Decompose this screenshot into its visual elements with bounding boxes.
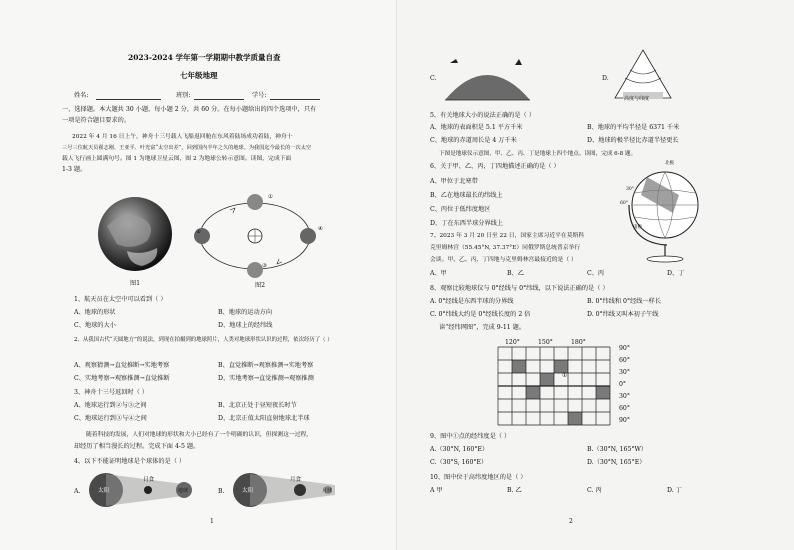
q7-option-a[interactable]: A、甲 bbox=[430, 270, 447, 277]
q1-option-a[interactable]: A、地球的形状 bbox=[74, 309, 116, 316]
q10-option-c[interactable]: C. 丙 bbox=[587, 487, 602, 494]
q7-option-d[interactable]: D、丁 bbox=[667, 270, 685, 277]
q8-stem: 8、观察比较地球仪与 0°经线与 0°纬线，以下说法正确的是（ ） bbox=[430, 285, 609, 292]
q7-option-b[interactable]: B、乙 bbox=[507, 270, 524, 277]
name-blank bbox=[96, 99, 161, 100]
q2-option-b[interactable]: B、直觉推断→观察推测→实地考察 bbox=[218, 362, 314, 369]
q3-option-a[interactable]: A、地球运行到②与③之间 bbox=[74, 402, 147, 409]
q2-option-c[interactable]: C、实地考察→观察推测→直觉推断 bbox=[74, 375, 170, 382]
passage1-line1: 2022 年 4 月 16 日上午，神舟十三号载人飞船返回舱在东风着陆场成功着陆，神舟十 bbox=[72, 134, 293, 140]
name-label: 姓名: bbox=[74, 92, 89, 99]
q5-stem: 5、有关地球大小的说法正确的是（ ） bbox=[430, 112, 535, 119]
id-blank bbox=[270, 99, 320, 100]
q8-option-a[interactable]: A. 0°经线是东西半球的分界线 bbox=[430, 298, 514, 305]
grid-top-label-1: 120° bbox=[505, 339, 520, 346]
q4-stem: 4、以下不能证明地球是个球体的是（ ） bbox=[74, 458, 186, 465]
instructions-line2: 一项是符合题目要求的。 bbox=[62, 117, 131, 124]
q4-option-c[interactable]: C. bbox=[430, 75, 437, 82]
grid-right-label-7: 90° bbox=[619, 417, 630, 424]
q4-eclipse-label-b: 月食 bbox=[290, 477, 302, 483]
globe-lat30-label: 30° bbox=[626, 187, 634, 192]
q10-option-b[interactable]: B. 乙 bbox=[507, 487, 522, 494]
orbit-label-4: ④ bbox=[318, 226, 323, 232]
grid-top-label-2: 150° bbox=[538, 339, 553, 346]
q7-line3: 会谈。甲、乙、丙、丁四地与克里姆林宫最接近的是（ ） bbox=[430, 257, 577, 263]
exam-subtitle: 七年级地理 bbox=[180, 71, 218, 80]
q9-option-b[interactable]: B.（30°N, 165°W） bbox=[587, 446, 648, 453]
globe-north-label: 北极 bbox=[665, 161, 674, 166]
grid-right-label-6: 60° bbox=[619, 405, 630, 412]
q7-line2: 克里姆林宫（55.45°N, 37.37°E）同俄罗斯总统普京举行 bbox=[430, 245, 581, 251]
grid-right-label-2: 60° bbox=[619, 357, 630, 364]
q6-option-a[interactable]: A、甲位于北寒带 bbox=[430, 178, 478, 185]
grid-right-label-4: 0° bbox=[619, 381, 627, 388]
fig1-label: 图1 bbox=[130, 280, 141, 287]
class-label: 班别: bbox=[176, 92, 191, 99]
passage1-line2: 三号三位航天员翟志刚、王亚平、叶光富“太空出差”，回到国内半年之久的地球。为我国迄今最长的一次太空 bbox=[62, 145, 312, 151]
q10-option-d[interactable]: D. 丁 bbox=[667, 487, 682, 494]
passage2-line1: 随着科技的发展，人们对地球的形状和大小已经有了一个明确的认识，但探测这一过程， bbox=[86, 432, 313, 438]
q3-stem: 3、神舟十三号返回时（ ） bbox=[74, 389, 148, 396]
globe-lat60-label: 60° bbox=[620, 201, 628, 206]
grid-shaded-cell bbox=[568, 412, 582, 425]
class-blank bbox=[194, 99, 244, 100]
orbit-label-3: ③ bbox=[262, 263, 267, 269]
grid-right-label-1: 90° bbox=[619, 345, 630, 352]
q4-sun-label-b: 太阳 bbox=[242, 488, 254, 494]
q5-option-d[interactable]: D、地球的极半径比赤道半径更长 bbox=[587, 137, 679, 144]
grid-right-label-3: 30° bbox=[619, 369, 630, 376]
passage3: 下图是地球仪示意图，甲、乙、丙、丁是地球上四个地点。读图，完成 6-8 题。 bbox=[439, 151, 637, 157]
q10-option-a[interactable]: A 甲 bbox=[430, 487, 443, 494]
earth-orbit-figure bbox=[190, 190, 325, 280]
d-caption: 高度与纬度 bbox=[624, 96, 650, 102]
q5-option-c[interactable]: C、地球的赤道周长是 4 万千米 bbox=[430, 137, 517, 144]
passage2-line2: 却经历了相当漫长的过程。完成下面 4-5 题。 bbox=[74, 443, 200, 450]
lat-lon-grid bbox=[498, 347, 614, 429]
ship-horizon-figure bbox=[445, 55, 530, 103]
q2-option-d[interactable]: D、实地考察→直觉推测→观察推测 bbox=[218, 375, 314, 382]
q4-earth-label-a: 地球 bbox=[178, 488, 189, 494]
q8-option-c[interactable]: C. 0°纬线大约是 0°经线长度的 2 倍 bbox=[430, 311, 531, 318]
q6-option-c[interactable]: C、丙位于低纬度地区 bbox=[430, 206, 491, 213]
passage1-line4: 1-3 题。 bbox=[62, 166, 87, 173]
passage4: 读“经纬网图”，完成 9-11 题。 bbox=[439, 324, 526, 331]
q4-option-d[interactable]: D. bbox=[602, 75, 609, 82]
q3-option-d[interactable]: D、北京正值太阳直射地球北半球 bbox=[218, 415, 310, 422]
globe-south-label: 南极 bbox=[633, 225, 642, 230]
grid-shaded-cell bbox=[540, 373, 554, 386]
q1-option-c[interactable]: C、地球的大小 bbox=[74, 322, 116, 329]
fig2-label: 图2 bbox=[255, 282, 266, 289]
q1-option-b[interactable]: B、地球的运动方向 bbox=[218, 309, 273, 316]
q8-option-b[interactable]: B. 0°纬线和 0°经线一样长 bbox=[587, 298, 662, 305]
instructions-line1: 一、选择题。本大题共 30 小题，每小题 2 分，共 60 分。在每小题给出的四个选项中，只有 bbox=[62, 106, 317, 113]
q6-option-d[interactable]: D、丁在东西半球分界线上 bbox=[430, 220, 504, 227]
q4-eclipse-label-a: 日食 bbox=[143, 477, 155, 483]
exam-page-right bbox=[397, 0, 794, 550]
grid-top-label-3: 180° bbox=[571, 339, 586, 346]
q1-stem: 1、航天员在太空中可以看到（ ） bbox=[74, 296, 167, 303]
q6-option-b[interactable]: B、乙在地球最长的纬线上 bbox=[430, 192, 503, 199]
q1-option-d[interactable]: D、地球上的经纬线 bbox=[218, 322, 273, 329]
page-number-right: 2 bbox=[569, 518, 573, 525]
q9-option-c[interactable]: C.（30°S, 160°E） bbox=[430, 459, 488, 466]
q9-option-d[interactable]: D.（30°N, 165°E） bbox=[587, 459, 646, 466]
q6-stem: 6、关于甲、乙、丙、丁四地描述正确的是（ ） bbox=[430, 163, 560, 170]
q4-option-b[interactable]: B. bbox=[218, 488, 225, 495]
q4-option-a[interactable]: A. bbox=[74, 488, 81, 495]
q4-moon-label-b: 月球 bbox=[322, 488, 333, 494]
q7-line1: 7、2023 年 3 月 20 日至 22 日，国家主席习近平在莫斯科 bbox=[430, 233, 585, 239]
orbit-label-2: ② bbox=[196, 229, 201, 235]
exam-title: 2023-2024 学年第一学期期中教学质量自查 bbox=[128, 53, 281, 62]
q9-option-a[interactable]: A.（30°N, 160°E） bbox=[430, 446, 489, 453]
q2-stem: 2、从我国古代“天圆地方”的说法，到现在拍摄到的地球照片，人类对地球形状认识的过程，依次经历了（ ） bbox=[74, 337, 333, 343]
q5-option-a[interactable]: A、地球的表面积是 5.1 平方千米 bbox=[430, 124, 523, 131]
orbit-label-1: ① bbox=[268, 194, 273, 200]
q3-option-c[interactable]: C、地球运行到③与④之间 bbox=[74, 415, 147, 422]
id-label: 学号: bbox=[252, 92, 267, 99]
q8-option-d[interactable]: D. 0°纬线又叫本初子午线 bbox=[587, 311, 659, 318]
page-number-left: 1 bbox=[210, 518, 214, 525]
q2-option-a[interactable]: A、观察猜测→直觉推断→实地考察 bbox=[74, 362, 170, 369]
grid-shaded-cell bbox=[512, 360, 526, 373]
q3-option-b[interactable]: B、北京正处于昼短夜长时节 bbox=[218, 402, 297, 409]
grid-right-label-5: 30° bbox=[619, 393, 630, 400]
grid-point-label: ① bbox=[562, 372, 568, 379]
grid-shaded-cell bbox=[596, 386, 610, 399]
q4-sun-label-a: 太阳 bbox=[98, 488, 110, 494]
q10-stem: 10、图中位于高纬度地区的是（ ） bbox=[430, 474, 527, 481]
q5-option-b[interactable]: B、地球的平均半径是 6371 千米 bbox=[587, 124, 680, 131]
q7-option-c[interactable]: C、丙 bbox=[587, 270, 605, 277]
passage1-line3: 载人飞行画上圆满句号。图 1 为地球卫星云图，图 2 为地球公转示意图。读图，完成下面 bbox=[62, 156, 292, 162]
globe-figure bbox=[627, 165, 707, 265]
grid-shaded-cell bbox=[526, 386, 540, 399]
satellite-earth-figure bbox=[97, 196, 177, 276]
q9-stem: 9、图中①点的经纬度是（ ） bbox=[430, 433, 511, 440]
